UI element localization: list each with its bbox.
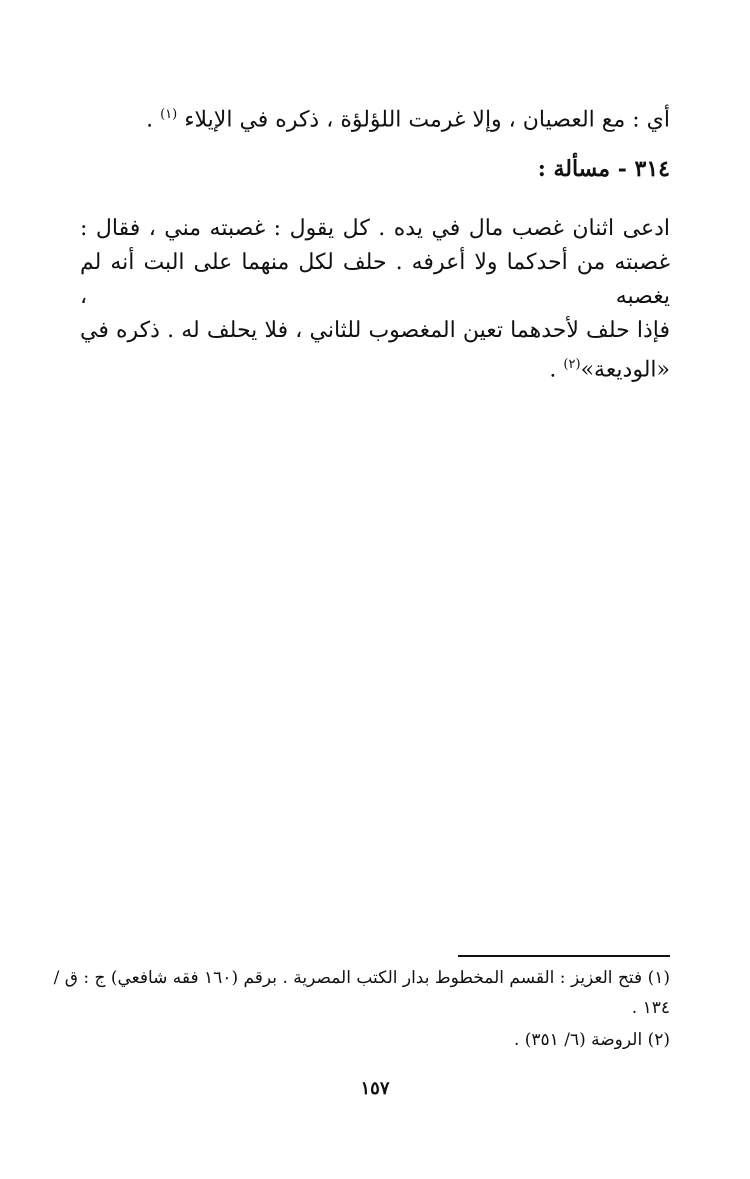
section-heading: ٣١٤ - مسألة : — [537, 156, 670, 182]
paragraph-line: فإذا حلف لأحدهما تعين المغصوب للثاني ، فلا يحلف له . ذكره في — [80, 318, 670, 343]
body-paragraph — [80, 212, 670, 387]
opening-line-end: . — [146, 107, 154, 133]
footnote-ref-2: (٢) — [563, 357, 581, 372]
paragraph-last-line — [80, 348, 670, 387]
footnote-1-continuation: ١٣٤ . — [631, 998, 670, 1018]
opening-line — [146, 108, 670, 131]
footnote-1: (١) فتح العزيز : القسم المخطوط بدار الكتب المصرية . برقم (١٦٠ فقه شافعي) ج : ق / — [53, 968, 670, 988]
page-number: ١٥٧ — [360, 1078, 390, 1099]
footnote-divider — [458, 955, 670, 957]
footnote-2: (٢) الروضة (٦/ ٣٥١) . — [513, 1030, 670, 1050]
paragraph-last-line-end: . — [549, 357, 564, 383]
paragraph-line: ادعى اثنان غصب مال في يده . كل يقول : غصبته مني ، فقال : — [80, 216, 670, 241]
paragraph-last-line-text: «الوديعة» — [580, 357, 670, 383]
footnote-ref-1: (١) — [160, 107, 178, 122]
opening-line-text: أي : مع العصيان ، وإلا غرمت اللؤلؤة ، ذكره في الإيلاء — [184, 107, 670, 133]
paragraph-line: غصبته من أحدكما ولا أعرفه . حلف لكل منهما على البت أنه لم يغصبه ، — [80, 250, 670, 309]
